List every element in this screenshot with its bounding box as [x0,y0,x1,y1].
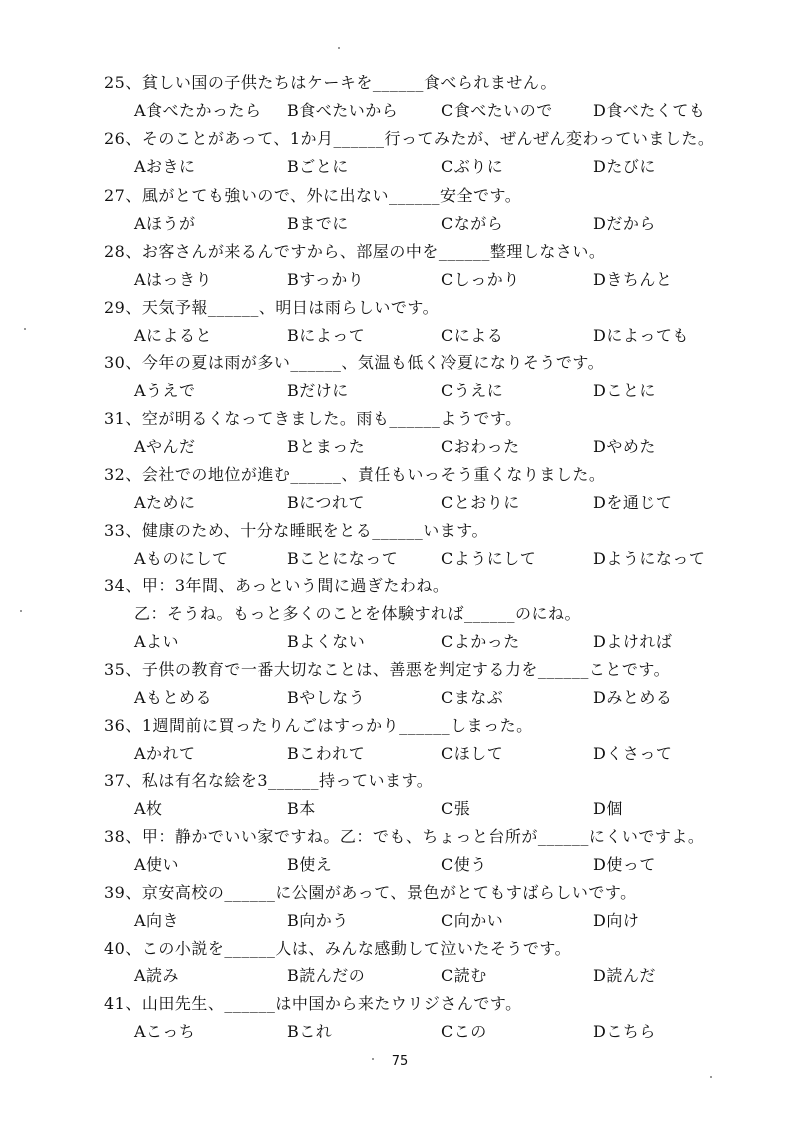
question-34-choice-a: Aよい [134,632,180,651]
question-40-choice-c: C読む [441,966,487,985]
question-29-choice-b: Bによって [287,326,366,345]
question-39-prompt: 39、京安高校の______に公園があって、景色がとてもすばらしいです。 [104,883,637,902]
question-32-choice-b: Bにつれて [287,493,365,512]
question-25-prompt: 25、貧しい国の子供たちはケーキを______食べられません。 [104,73,557,92]
question-33-choice-a: Aものにして [134,549,229,568]
question-35-choice-c: Cまなぶ [441,688,504,707]
question-37-choice-c: C張 [441,799,471,818]
question-28-choice-c: Cしっかり [441,270,520,289]
question-38-choice-a: A使い [134,855,180,874]
question-29-choice-a: Aによると [134,326,213,345]
scan-speck [338,47,340,49]
question-25-choice-d: D食べたくても [593,101,706,120]
question-25-choice-a: A食べたかったら [134,101,262,120]
scan-speck [24,328,26,330]
question-36-prompt: 36、1週間前に買ったりんごはすっかり______しまった。 [104,716,533,735]
question-34-choice-b: Bよくない [287,632,366,651]
question-33-choice-d: Dようになって [593,549,706,568]
question-33-prompt: 33、健康のため、十分な睡眠をとる______います。 [104,521,488,540]
question-34-prompt-line2: 乙：そうね。もっと多くのことを体験すれば______のにね。 [134,604,582,623]
question-38-choice-c: C使う [441,855,487,874]
question-30-prompt: 30、今年の夏は雨が多い______、気温も低く冷夏になりそうです。 [104,353,605,372]
question-32-choice-a: Aために [134,493,196,512]
question-31-choice-c: Cおわった [441,437,520,456]
question-29-choice-d: Dによっても [593,326,689,345]
question-31-choice-a: Aやんだ [134,437,196,456]
question-39-choice-d: D向け [593,911,640,930]
scan-speck [710,1076,712,1078]
question-26-choice-c: Cぶりに [441,157,504,176]
question-34-choice-d: Dよければ [593,632,673,651]
question-35-choice-d: Dみとめる [593,688,673,707]
question-35-prompt: 35、子供の教育で一番大切なことは、善悪を判定する力を______ことです。 [104,660,671,679]
question-26-prompt: 26、そのことがあって、1か月______行ってみたが、ぜんぜん変わっていました。 [104,129,715,148]
question-41-choice-b: Bこれ [287,1022,333,1041]
question-41-prompt: 41、山田先生、______は中国から来たウリジさんです。 [104,994,522,1013]
question-33-choice-c: Cようにして [441,549,537,568]
question-30-choice-c: Cうえに [441,381,504,400]
question-26-choice-d: Dたびに [593,157,656,176]
question-27-choice-b: Bまでに [287,214,349,233]
question-31-prompt: 31、空が明るくなってきました。雨も______ようです。 [104,409,522,428]
question-37-choice-a: A枚 [134,799,163,818]
question-36-choice-c: Cほして [441,744,504,763]
question-40-choice-b: B読んだの [287,966,366,985]
question-32-prompt: 32、会社での地位が進む______、責任もいっそう重くなりました。 [104,465,606,484]
question-39-choice-a: A向き [134,911,180,930]
question-36-choice-a: Aかれて [134,744,196,763]
question-25-choice-b: B食べたいから [287,101,399,120]
question-31-choice-b: Bとまった [287,437,366,456]
scan-speck [20,610,22,612]
question-38-choice-d: D使って [593,855,656,874]
question-41-choice-a: Aこっち [134,1022,196,1041]
question-36-choice-d: Dくさって [593,744,673,763]
question-28-choice-d: Dきちんと [593,270,673,289]
question-29-choice-c: Cによる [441,326,504,345]
question-40-choice-d: D読んだ [593,966,656,985]
question-28-choice-b: Bすっかり [287,270,365,289]
question-26-choice-b: Bごとに [287,157,349,176]
question-27-prompt: 27、風がとても強いので、外に出ない______安全です。 [104,186,522,205]
question-32-choice-d: Dを通じて [593,493,673,512]
question-32-choice-c: Cとおりに [441,493,520,512]
question-27-choice-d: Dだから [593,214,656,233]
question-40-choice-a: A読み [134,966,180,985]
question-41-choice-c: Cこの [441,1022,487,1041]
question-31-choice-d: Dやめた [593,437,656,456]
question-38-choice-b: B使え [287,855,333,874]
question-28-prompt: 28、お客さんが来るんですから、部屋の中を______整理しなさい。 [104,242,606,261]
question-26-choice-a: Aおきに [134,157,196,176]
question-30-choice-a: Aうえで [134,381,196,400]
question-38-prompt: 38、甲：静かでいい家ですね。乙：でも、ちょっと台所が______にくいですよ。 [104,827,705,846]
question-35-choice-b: Bやしなう [287,688,366,707]
page-number: 75 [391,1054,409,1069]
question-39-choice-c: C向かい [441,911,504,930]
scan-speck [372,1058,374,1060]
question-33-choice-b: Bことになって [287,549,399,568]
question-37-prompt: 37、私は有名な絵を3______持っています。 [104,771,434,790]
question-34-prompt: 34、甲：3年間、あっという間に過ぎたわね。 [104,576,450,595]
question-36-choice-b: Bこわれて [287,744,366,763]
question-30-choice-b: Bだけに [287,381,349,400]
question-30-choice-d: Dことに [593,381,656,400]
question-27-choice-c: Cながら [441,214,504,233]
question-39-choice-b: B向かう [287,911,349,930]
question-37-choice-d: D個 [593,799,623,818]
question-34-choice-c: Cよかった [441,632,520,651]
question-25-choice-c: C食べたいので [441,101,553,120]
question-28-choice-a: Aはっきり [134,270,213,289]
question-27-choice-a: Aほうが [134,214,196,233]
question-37-choice-b: B本 [287,799,316,818]
question-29-prompt: 29、天気予報______、明日は雨らしいです。 [104,298,440,317]
question-41-choice-d: Dこちら [593,1022,656,1041]
question-40-prompt: 40、この小説を______人は、みんな感動して泣いたそうです。 [104,939,572,958]
question-35-choice-a: Aもとめる [134,688,213,707]
